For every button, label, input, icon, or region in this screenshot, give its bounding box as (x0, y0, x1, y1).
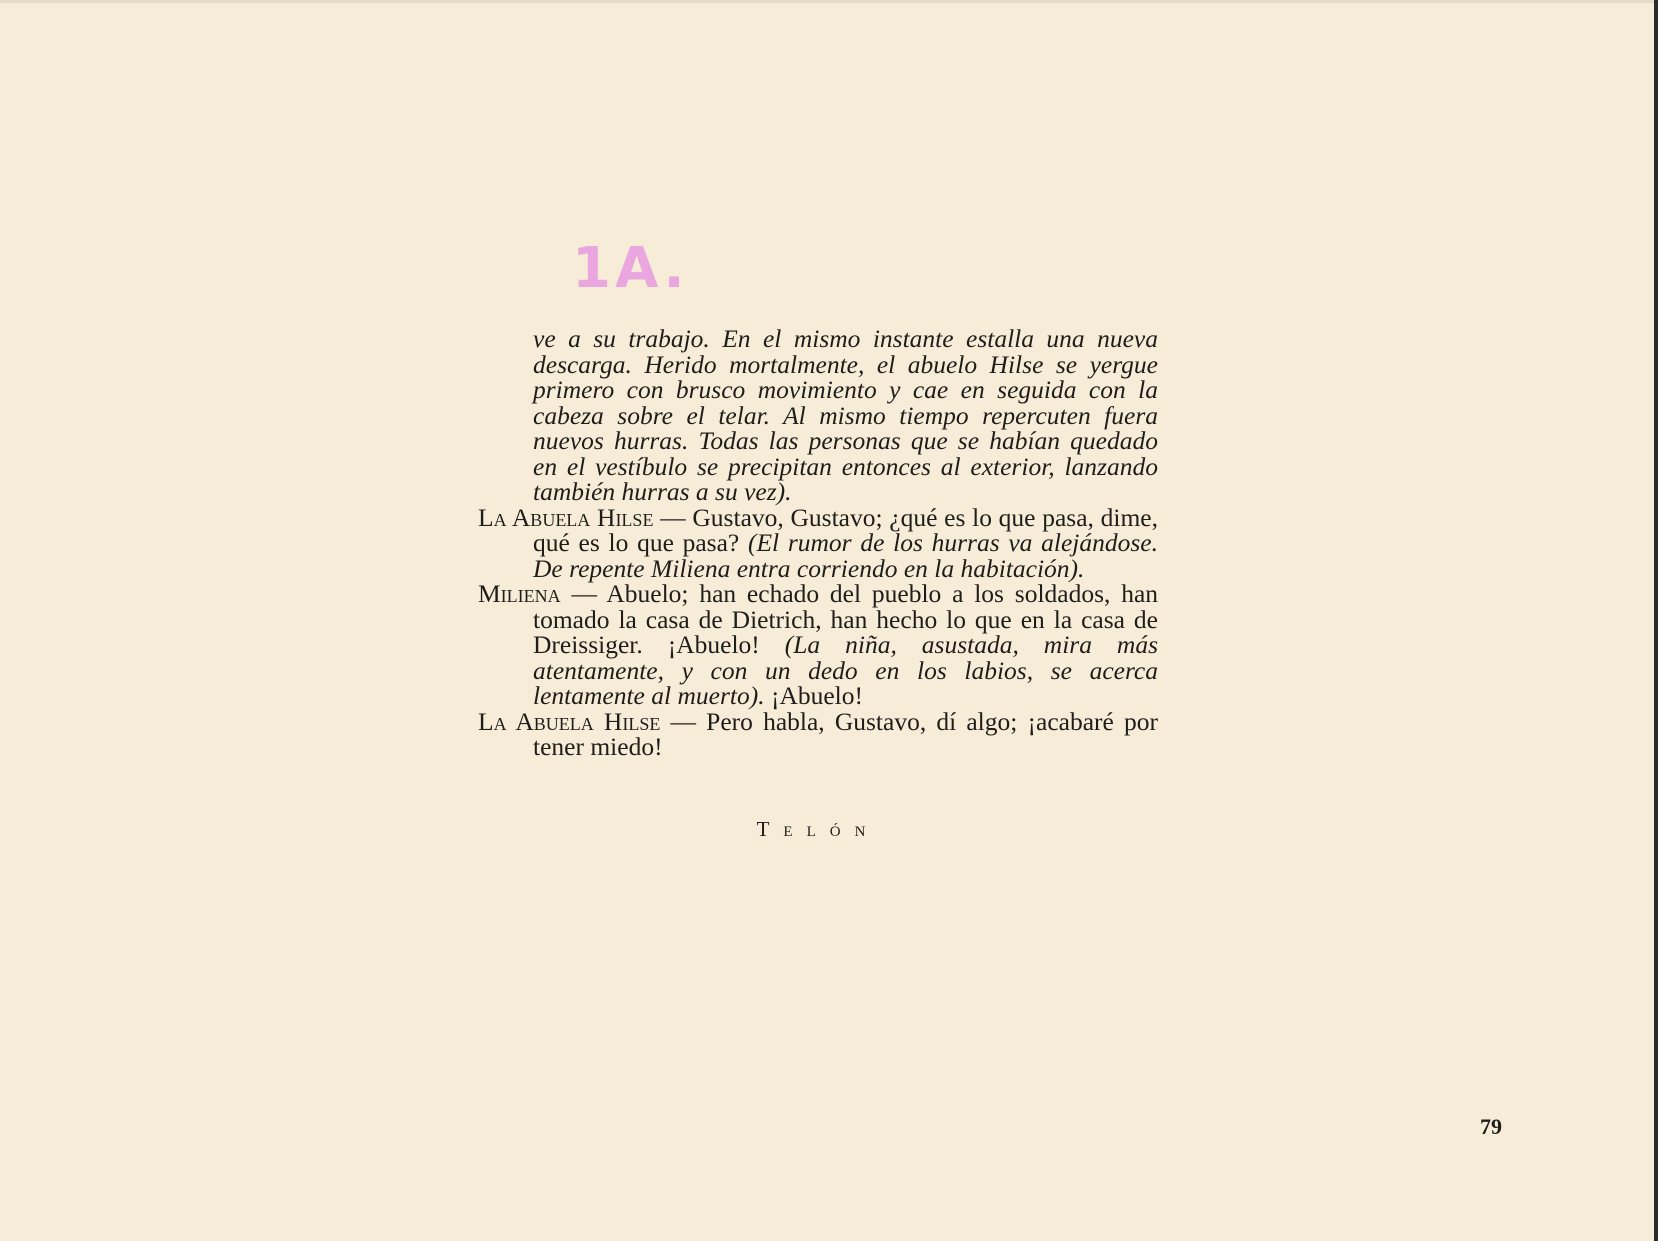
page-number: 79 (1480, 1114, 1502, 1139)
stage-direction: ve a su trabajo. En el mismo instante estalla una nueva descarga. Herido mortalmente, el abuelo Hilse se yergue primero con brusco movimiento y cae en seguida con la cabeza sobre el telar. Al mismo tiempo repercuten fuera nuevos hurras. Todas las personas que se habían quedado en el vestíbulo se precipitan entonces al exterior, lanzando también hurras a su vez). (533, 324, 1158, 506)
spoken-text-after: ¡Abuelo! (764, 681, 864, 710)
speaker-name: La Abuela Hilse (478, 706, 661, 736)
play-text (478, 326, 1158, 760)
stage-direction-continuation (478, 326, 1158, 505)
spoken-text: — Abuelo; han echado del pueblo a los soldados, han tomado la casa de Dietrich, han hecho lo que en la casa de Dreissiger. ¡Abuelo! (533, 579, 1159, 659)
speaker-name: La Abuela Hilse (478, 502, 654, 532)
stage-direction: (El rumor de los hurras va alejándose. De repente Miliena entra corriendo en la habitación). (533, 528, 1159, 583)
spoken-text: — Pero habla, Gustavo, dí algo; ¡acabaré por tener miedo! (533, 706, 1159, 761)
dialogue-miliena (478, 581, 1158, 709)
page-right-edge (1654, 0, 1658, 1241)
spoken-text: — Gustavo, Gustavo; ¿qué es lo que pasa, dime, qué es lo que pasa? (533, 502, 1158, 557)
library-stamp: 1A. (572, 236, 689, 301)
speaker-name: Miliena (478, 579, 561, 608)
dialogue-abuela-1 (478, 502, 1159, 583)
stage-direction: (La niña, asustada, mira más atentamente, y con un dedo en los labios, se acerca lentamente al muerto). (533, 630, 1158, 710)
dialogue-abuela-2 (478, 706, 1159, 761)
curtain-heading: Telón (756, 817, 880, 841)
page-top-edge (0, 0, 1658, 3)
